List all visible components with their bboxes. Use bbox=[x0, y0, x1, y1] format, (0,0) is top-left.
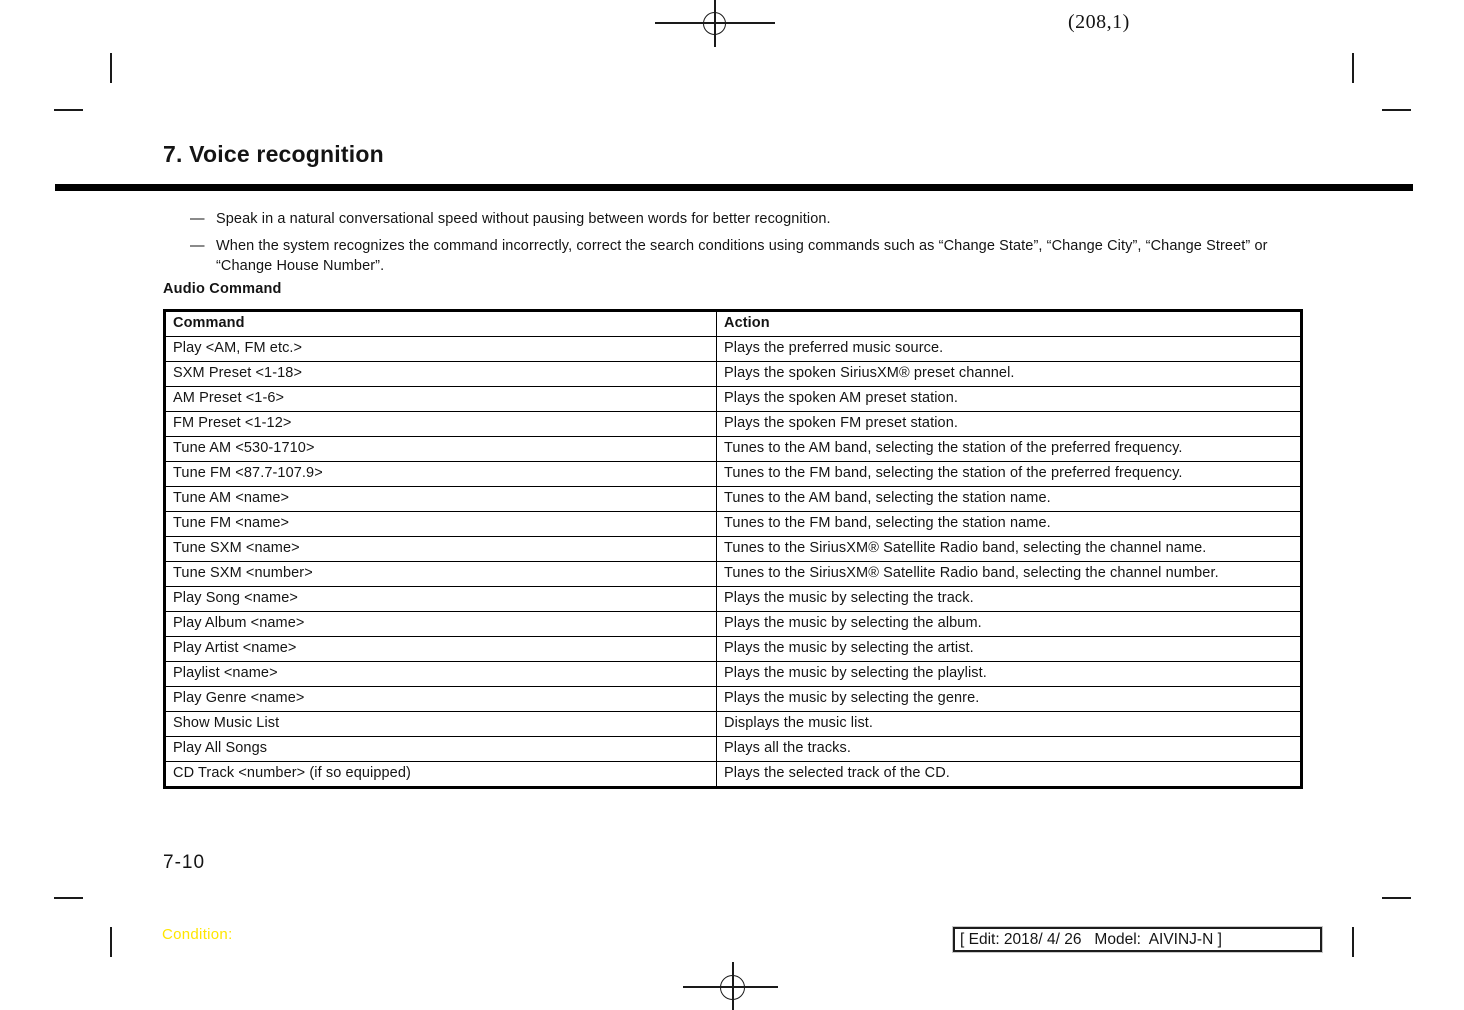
table-row bbox=[165, 637, 1302, 662]
table-row bbox=[165, 662, 1302, 687]
table-row bbox=[165, 362, 1302, 387]
command-cell: Tune AM <name> bbox=[165, 487, 717, 512]
table-row bbox=[165, 562, 1302, 587]
command-cell: Tune AM <530-1710> bbox=[165, 437, 717, 462]
action-cell: Tunes to the SiriusXM® Satellite Radio band, selecting the channel number. bbox=[717, 562, 1302, 587]
chapter-title: 7. Voice recognition bbox=[163, 141, 384, 167]
bullet-item bbox=[190, 236, 1306, 277]
action-cell: Tunes to the FM band, selecting the station of the preferred frequency. bbox=[717, 462, 1302, 487]
table-row bbox=[165, 387, 1302, 412]
command-cell: Tune SXM <name> bbox=[165, 537, 717, 562]
table-row bbox=[165, 537, 1302, 562]
edit-stamp-box bbox=[953, 927, 1322, 952]
table-row bbox=[165, 612, 1302, 637]
action-cell: Plays the selected track of the CD. bbox=[717, 762, 1302, 788]
crop-mark-bottom-left-h bbox=[54, 897, 83, 899]
command-cell: Play Genre <name> bbox=[165, 687, 717, 712]
command-cell: CD Track <number> (if so equipped) bbox=[165, 762, 717, 788]
command-cell: Tune FM <87.7-107.9> bbox=[165, 462, 717, 487]
command-cell: Play Artist <name> bbox=[165, 637, 717, 662]
crop-mark-bottom-right-h bbox=[1382, 897, 1411, 899]
action-cell: Plays all the tracks. bbox=[717, 737, 1302, 762]
crop-mark-bottom-left-v bbox=[110, 927, 112, 957]
page-number: 7-10 bbox=[163, 852, 206, 873]
crop-mark-top-left-h bbox=[54, 109, 83, 111]
command-cell: Play All Songs bbox=[165, 737, 717, 762]
edit-stamp-text: [ Edit: 2018/ 4/ 26 Model: AIVINJ-N ] bbox=[960, 930, 1222, 948]
command-cell: Tune FM <name> bbox=[165, 512, 717, 537]
table-row bbox=[165, 762, 1302, 788]
action-cell: Plays the music by selecting the artist. bbox=[717, 637, 1302, 662]
table-header-row bbox=[165, 311, 1302, 337]
action-cell: Plays the spoken AM preset station. bbox=[717, 387, 1302, 412]
table-row bbox=[165, 337, 1302, 362]
command-cell: Play Song <name> bbox=[165, 587, 717, 612]
col-header-command: Command bbox=[165, 311, 717, 337]
command-cell: Show Music List bbox=[165, 712, 717, 737]
bullet-dash: — bbox=[190, 237, 205, 254]
command-cell: AM Preset <1-6> bbox=[165, 387, 717, 412]
table-row bbox=[165, 487, 1302, 512]
action-cell: Tunes to the AM band, selecting the station of the preferred frequency. bbox=[717, 437, 1302, 462]
table-row bbox=[165, 437, 1302, 462]
bullet-item bbox=[190, 209, 1306, 230]
crop-mark-bottom-right-v bbox=[1352, 927, 1354, 957]
bullet-text: When the system recognizes the command incorrectly, correct the search conditions using commands such as “Change State”, “Change City”, “Change Street” or “Change House Number”. bbox=[216, 237, 1268, 274]
action-cell: Plays the spoken SiriusXM® preset channel. bbox=[717, 362, 1302, 387]
bullet-list bbox=[190, 209, 1306, 283]
bullet-text: Speak in a natural conversational speed without pausing between words for better recognition. bbox=[216, 211, 831, 227]
command-cell: Tune SXM <number> bbox=[165, 562, 717, 587]
action-cell: Tunes to the SiriusXM® Satellite Radio band, selecting the channel name. bbox=[717, 537, 1302, 562]
table-row bbox=[165, 462, 1302, 487]
action-cell: Tunes to the AM band, selecting the station name. bbox=[717, 487, 1302, 512]
command-cell: Play Album <name> bbox=[165, 612, 717, 637]
crop-mark-top-left-v bbox=[110, 53, 112, 83]
command-cell: SXM Preset <1-18> bbox=[165, 362, 717, 387]
action-cell: Displays the music list. bbox=[717, 712, 1302, 737]
action-cell: Plays the spoken FM preset station. bbox=[717, 412, 1302, 437]
action-cell: Plays the music by selecting the playlist. bbox=[717, 662, 1302, 687]
section-heading: Audio Command bbox=[163, 281, 282, 297]
command-cell: FM Preset <1-12> bbox=[165, 412, 717, 437]
table-row bbox=[165, 687, 1302, 712]
table-row bbox=[165, 587, 1302, 612]
title-rule bbox=[55, 184, 1413, 191]
command-cell: Play <AM, FM etc.> bbox=[165, 337, 717, 362]
condition-label: Condition: bbox=[162, 926, 233, 943]
action-cell: Tunes to the FM band, selecting the station name. bbox=[717, 512, 1302, 537]
action-cell: Plays the music by selecting the track. bbox=[717, 587, 1302, 612]
print-page-ref: (208,1) bbox=[1068, 11, 1130, 33]
action-cell: Plays the music by selecting the album. bbox=[717, 612, 1302, 637]
table-row bbox=[165, 412, 1302, 437]
action-cell: Plays the preferred music source. bbox=[717, 337, 1302, 362]
bullet-dash: — bbox=[190, 211, 205, 227]
table-row bbox=[165, 512, 1302, 537]
table-row bbox=[165, 737, 1302, 762]
crop-mark-top-right-v bbox=[1352, 53, 1354, 83]
command-cell: Playlist <name> bbox=[165, 662, 717, 687]
table-row bbox=[165, 712, 1302, 737]
crop-mark-top-right-h bbox=[1382, 109, 1411, 111]
audio-command-table bbox=[163, 309, 1303, 789]
action-cell: Plays the music by selecting the genre. bbox=[717, 687, 1302, 712]
col-header-action: Action bbox=[717, 311, 1302, 337]
